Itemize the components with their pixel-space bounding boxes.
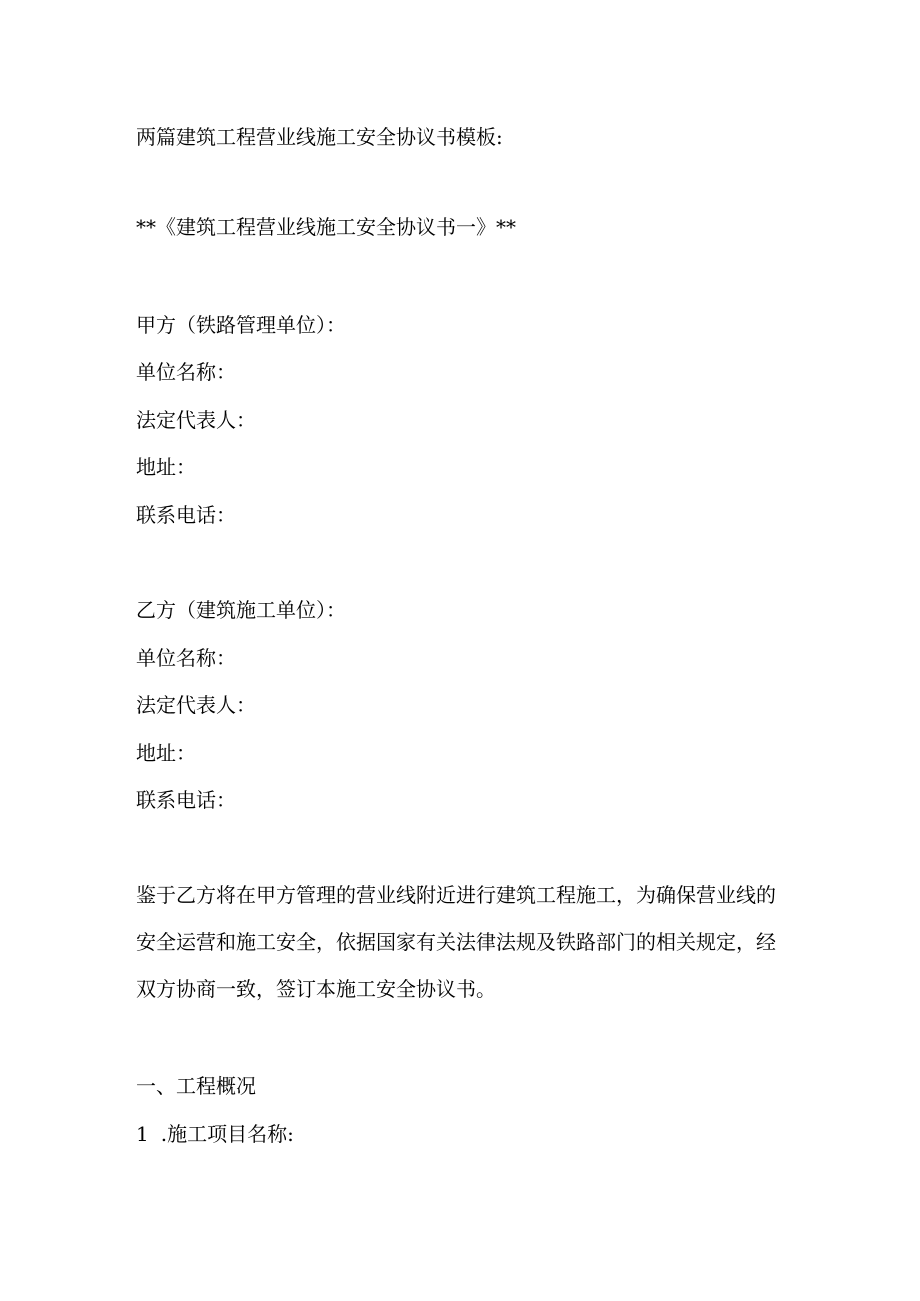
document-title: 两篇建筑工程营业线施工安全协议书模板: (136, 125, 503, 149)
party-a-rep-label: 法定代表人： (136, 408, 256, 432)
item-number: 1 (136, 1122, 161, 1146)
party-a-heading: 甲方（铁路管理单位）： (136, 313, 346, 337)
party-b-address-label: 地址： (136, 741, 196, 765)
party-a-phone-label: 联系电话： (136, 503, 236, 527)
party-b-name-label: 单位名称： (136, 646, 236, 670)
party-a-address-label: 地址： (136, 455, 196, 479)
agreement-subtitle: **《建筑工程营业线施工安全协议书一》** (136, 215, 516, 239)
intro-paragraph: 鉴于乙方将在甲方管理的营业线附近进行建筑工程施工，为确保营业线的安全运营和施工安全，依据国家有关法律法规及铁路部门的相关规定，经双方协商一致，签订本施工安全协议书。 (136, 883, 776, 1001)
party-b-rep-label: 法定代表人： (136, 693, 256, 717)
item-label: .施工项目名称: (160, 1122, 294, 1146)
section-1-heading: 一、工程概况 (136, 1074, 256, 1098)
section-1-item-1 (136, 1120, 294, 1148)
party-a-name-label: 单位名称： (136, 360, 236, 384)
party-b-phone-label: 联系电话： (136, 788, 236, 812)
party-b-heading: 乙方（建筑施工单位）： (136, 598, 346, 622)
